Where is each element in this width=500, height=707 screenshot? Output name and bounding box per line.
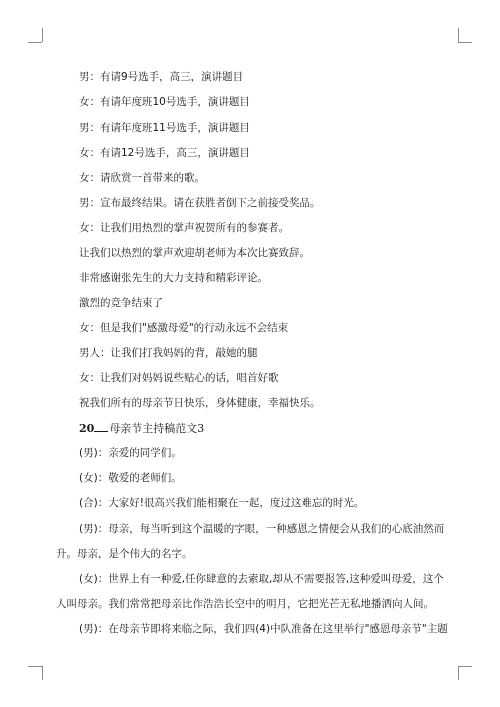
heading-number: 20 [79,422,95,435]
text-line-5: 女：请欣赏一首带来的歌。 [79,172,205,184]
section-heading [79,421,204,436]
section-line-7: 人叫母亲。我们常常把母亲比作浩浩长空中的明月，它把光芒无私地播洒向人间。 [56,598,434,610]
section-line-6: (女)：世界上有一种爱,任你肆意的去索取,却从不需要报答,这种爱叫母爱，这个 [79,573,444,585]
section-line-3: (合)：大家好!很高兴我们能相聚在一起，度过这难忘的时光。 [79,497,365,509]
heading-title: 母亲节主持稿范文3 [109,422,205,435]
text-line-7: 女：让我们用热烈的掌声祝贺所有的参赛者。 [79,222,289,234]
text-line-14: 祝我们所有的母亲节日快乐，身体健康，幸福快乐。 [79,397,321,409]
section-line-1: (男)：亲爱的同学们。 [79,447,182,459]
section-line-4: (男)：母亲，每当听到这个温暖的字眼，一种感恩之情便会从我们的心底油然而 [79,523,445,535]
section-line-2: (女)：敬爱的老师们。 [79,472,182,484]
heading-blank-underline [94,421,108,432]
text-line-8: 让我们以热烈的掌声欢迎胡老师为本次比赛致辞。 [79,247,310,259]
text-line-4: 女：有请12号选手，高三，演讲题目 [79,147,250,159]
text-line-2: 女：有请年度班10号选手，演讲题目 [79,96,250,108]
text-line-6: 男：宣布最终结果。请在获胜者倒下之前接受奖品。 [79,197,321,209]
text-line-1: 男：有请9号选手，高三，演讲题目 [79,71,244,83]
text-line-12: 男人：让我们打我妈妈的背，敲她的腿 [79,347,258,359]
text-line-10: 激烈的竞争结束了 [79,297,163,309]
text-line-13: 女：让我们对妈妈说些贴心的话，唱首好歌 [79,372,279,384]
text-line-3: 男：有请年度班11号选手，演讲题目 [79,122,250,134]
text-line-9: 非常感谢张先生的大力支持和精彩评论。 [79,272,268,284]
section-line-5: 升。母亲，是个伟大的名字。 [56,548,193,560]
section-line-8: (男)：在母亲节即将来临之际，我们四(4)中队准备在这里举行"感恩母亲节"主题 [79,623,448,635]
text-line-11: 女：但是我们"感激母爱"的行动永远不会结束 [79,322,289,334]
